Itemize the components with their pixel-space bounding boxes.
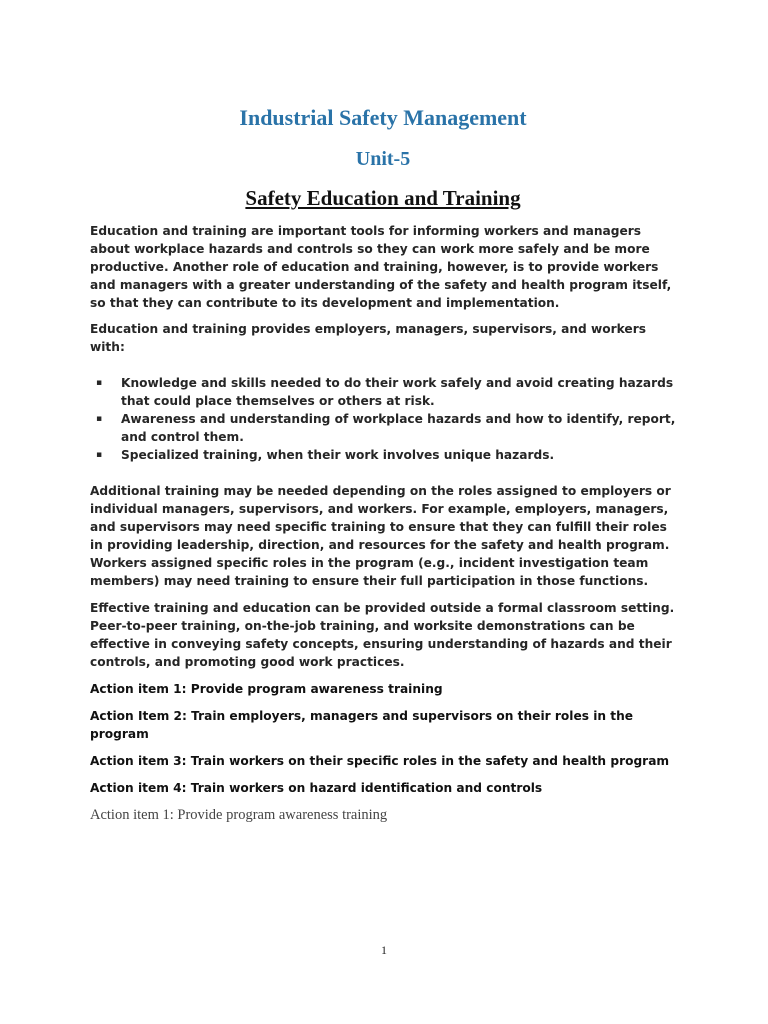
list-item xyxy=(90,374,676,410)
document-title: Industrial Safety Management xyxy=(239,105,527,130)
action-item-2: Action Item 2: Train employers, managers and supervisors on their roles in the program xyxy=(90,709,634,741)
bullet-icon: ▪ xyxy=(96,414,103,424)
section-heading: Safety Education and Training xyxy=(245,186,521,210)
paragraph-provides: Education and training provides employers, managers, supervisors, and workers with: xyxy=(90,322,646,354)
list-item-text: Specialized training, when their work involves unique hazards. xyxy=(121,448,555,462)
page-number: 1 xyxy=(381,943,387,957)
list-item-text: Knowledge and skills needed to do their work safely and avoid creating hazards that could place themselves or others at risk. xyxy=(121,376,674,408)
bullet-list xyxy=(90,374,676,464)
bullet-icon: ▪ xyxy=(96,378,103,388)
unit-label: Unit-5 xyxy=(355,148,411,170)
paragraph-effective-training: Effective training and education can be provided outside a formal classroom setting. Peer-to-peer training, on-the-job training, and worksite demonstrations can be effective in conveying safety concepts, ensuring understanding of hazards and their controls, and promoting good work practices. xyxy=(90,601,675,669)
paragraph-additional-training: Additional training may be needed depending on the roles assigned to employers or individual managers, supervisors, and workers. For example, employers, managers, and supervisors may need specific training to ensure that they can fulfill their roles in providing leadership, direction, and resources for the safety and health program. Workers assigned specific roles in the program (e.g., incident investigation team members) may need training to ensure their full participation in those functions. xyxy=(90,484,671,588)
action-item-4: Action item 4: Train workers on hazard identification and controls xyxy=(90,781,543,795)
list-item-text: Awareness and understanding of workplace hazards and how to identify, report, and control them. xyxy=(121,412,676,444)
action-item-1: Action item 1: Provide program awareness training xyxy=(90,682,443,696)
action-item-1-heading: Action item 1: Provide program awareness training xyxy=(90,807,388,823)
action-item-3: Action item 3: Train workers on their specific roles in the safety and health program xyxy=(90,754,670,768)
bullet-icon: ▪ xyxy=(96,450,103,460)
paragraph-intro: Education and training are important tools for informing workers and managers about workplace hazards and controls so they can work more safely and be more productive. Another role of education and training, however, is to provide workers and managers with a greater understanding of the safety and health program itself, so that they can contribute to its development and implementation. xyxy=(90,224,672,310)
list-item xyxy=(90,410,676,446)
list-item xyxy=(90,446,676,464)
